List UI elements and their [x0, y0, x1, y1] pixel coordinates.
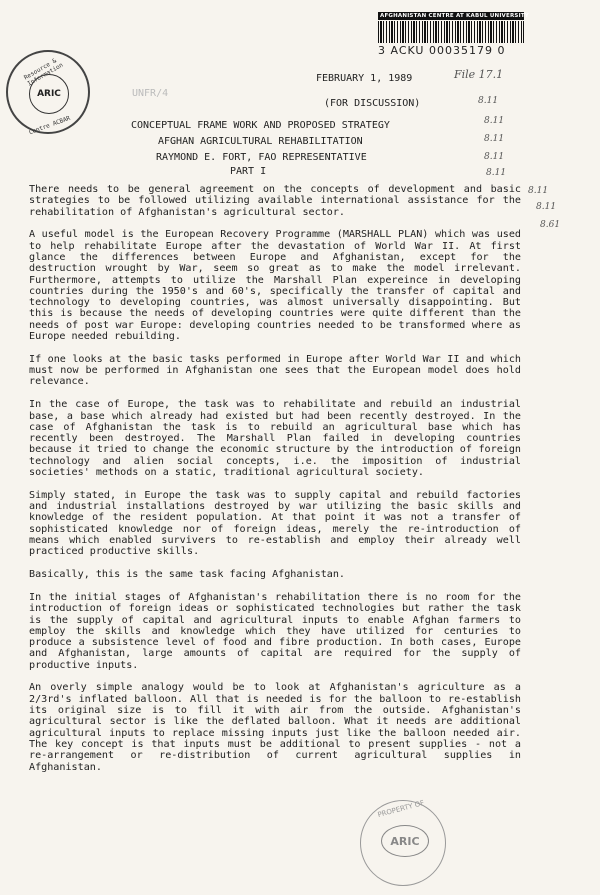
property-stamp-label: ARIC — [381, 825, 429, 857]
document-title: CONCEPTUAL FRAME WORK AND PROPOSED STRATEGY — [131, 120, 390, 131]
aric-seal-label: ARIC — [29, 74, 69, 114]
property-stamp-ring: PROPERTY OF — [376, 798, 426, 820]
document-part: PART I — [230, 166, 267, 177]
document-body — [29, 184, 521, 784]
faint-mark: UNFR/4 — [132, 88, 169, 99]
handwritten-note: 8.11 — [536, 202, 557, 212]
library-name: AFGHANISTAN CENTRE AT KABUL UNIVERSITY — [380, 13, 529, 19]
discussion-label: (FOR DISCUSSION) — [324, 98, 421, 109]
body-paragraph: An overly simple analogy would be to look at Afghanistan's agriculture as a 2/3rd's inflated balloon. All that is needed is for the balloon to re-establish its original size is to fill it with air from the outside. Afghanistan's agricultural sector is like the deflated balloon. What it needs are additional agricultural inputs to replace missing inputs just like the balloon needed air. The key concept is that inputs must be additional to present supplies - not a re-arrangement or re-distribution of current agricultural supplies in Afghanistan. — [29, 682, 521, 773]
document-date: FEBRUARY 1, 1989 — [316, 73, 413, 84]
handwritten-note: 8.11 — [528, 186, 549, 196]
body-paragraph: Basically, this is the same task facing Afghanistan. — [29, 569, 346, 581]
aric-seal-ring-bottom: Centre ACBAR — [28, 114, 72, 137]
handwritten-note: 8.11 — [484, 152, 505, 162]
library-barcode-label — [378, 12, 529, 60]
handwritten-note: File 17.1 — [454, 68, 504, 81]
body-paragraph: In the initial stages of Afghanistan's rehabilitation there is no room for the introduction of foreign ideas or sophisticated technologies but rather the task is the supply of capital and agricultural inputs to enable Afghan farmers to employ the skills and knowledge which they have utilized for centuries to produce a subsistence level of food and fibre production. In both cases, Europe and Afghanistan, large amounts of capital are required for the supply of productive inputs. — [29, 591, 521, 671]
document-author: RAYMOND E. FORT, FAO REPRESENTATIVE — [156, 152, 367, 163]
body-paragraph: In the case of Europe, the task was to rehabilitate and rebuild an industrial base, a base which already had existed but had been recently destroyed. In the case of Afghanistan the task is to rebuild an agricultural base which has recently been destroyed. The Marshall Plan failed in developing countries because it tried to change the economic structure by the introduction of foreign technology and alien social concepts, i.e. the imposition of industrial societies' methods on a static, traditional agricultural society. — [29, 399, 521, 479]
aric-seal-ring-top: Resource & Information — [22, 57, 65, 88]
handwritten-note: 8.61 — [540, 220, 561, 230]
handwritten-note: 8.11 — [484, 134, 505, 144]
handwritten-note: 8.11 — [478, 96, 499, 106]
aric-seal-stamp — [6, 50, 90, 137]
document-subtitle: AFGHAN AGRICULTURAL REHABILITATION — [158, 136, 363, 147]
body-paragraph: If one looks at the basic tasks performed in Europe after World War II and which must now be performed in Afghanistan one sees that the European model does hold relevance. — [29, 353, 521, 388]
property-stamp — [360, 800, 446, 886]
handwritten-note: 8.11 — [484, 116, 505, 126]
barcode-icon — [378, 21, 524, 43]
handwritten-note: 8.11 — [486, 168, 507, 178]
body-paragraph: A useful model is the European Recovery Programme (MARSHALL PLAN) which was used to help rehabilitate Europe after the devastation of World War II. At first glance the differences between Europe and Afghanistan, except for the destruction wrought by War, seem so great as to make the model irrelevant. Furthermore, attempts to utilize the Marshall Plan expereince in developing countries during the 1950's and 60's, specifically the transfer of capital and technology to developing countries, was almost universally disappointing. But this is because the needs of developing countries were quite different than the needs of post war Europe: developing countries needed to be transformed where as Europe needed rebuilding. — [29, 229, 521, 343]
accession-number: 3 ACKU 00035179 0 — [378, 44, 506, 57]
body-paragraph: There needs to be general agreement on the concepts of development and basic strategies to be followed utilizing available international assistance for the rehabilitation of Afghanistan's agricultural sector. — [29, 184, 521, 218]
body-paragraph: Simply stated, in Europe the task was to supply capital and rebuild factories and industrial installations destroyed by war utilizing the basic skills and knowledge of the resident population. At that point it was not a transfer of sophisticated knowledge nor of foreign ideas, merely the re-introduction of means which enabled survivers to re-establish and employ their already well practiced productive skills. — [29, 489, 521, 558]
